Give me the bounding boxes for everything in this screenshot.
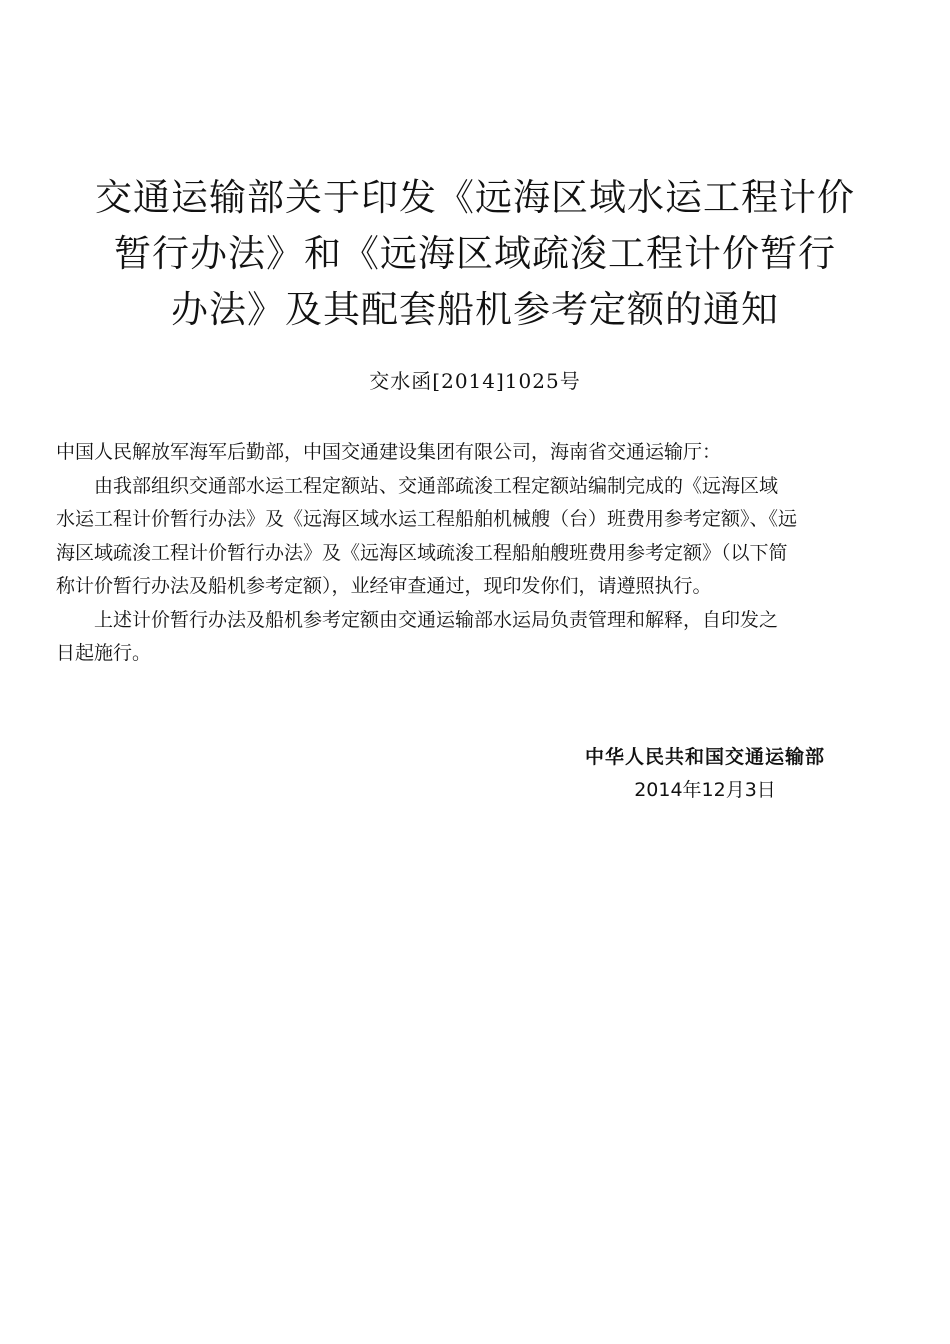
paragraph-1-line-2: 水运工程计价暂行办法》及《远海区域水运工程船舶机械艘（台）班费用参考定额》、《远 (56, 508, 798, 530)
paragraph-2-line-2: 日起施行。 (56, 642, 152, 664)
paragraph-2-line-1: 上述计价暂行办法及船机参考定额由交通运输部水运局负责管理和解释，自印发之 (94, 608, 779, 631)
signature-block (540, 741, 870, 807)
paragraph-1-line-3: 海区域疏浚工程计价暂行办法》及《远海区域疏浚工程船舶艘班费用参考定额》（以下简 (56, 541, 788, 564)
paragraph-1-line-4: 称计价暂行办法及船机参考定额），业经审查通过，现印发你们，请遵照执行。 (56, 575, 712, 597)
signature-organization: 中华人民共和国交通运输部 (584, 746, 825, 768)
recipients-line: 中国人民解放军海军后勤部，中国交通建设集团有限公司，海南省交通运输厅： (56, 441, 722, 463)
title-line-1: 交通运输部关于印发《远海区域水运工程计价 (95, 176, 855, 219)
document-body (56, 436, 906, 671)
document-title (60, 170, 890, 338)
signature-date: 2014年12月3日 (634, 779, 776, 801)
title-line-2: 暂行办法》和《远海区域疏浚工程计价暂行 (114, 232, 836, 275)
title-line-3: 办法》及其配套船机参考定额的通知 (171, 288, 779, 331)
paragraph-1-line-1: 由我部组织交通部水运工程定额站、交通部疏浚工程定额站编制完成的《远海区域 (94, 474, 779, 497)
document-number: 交水函[2014]1025号 (369, 369, 581, 393)
